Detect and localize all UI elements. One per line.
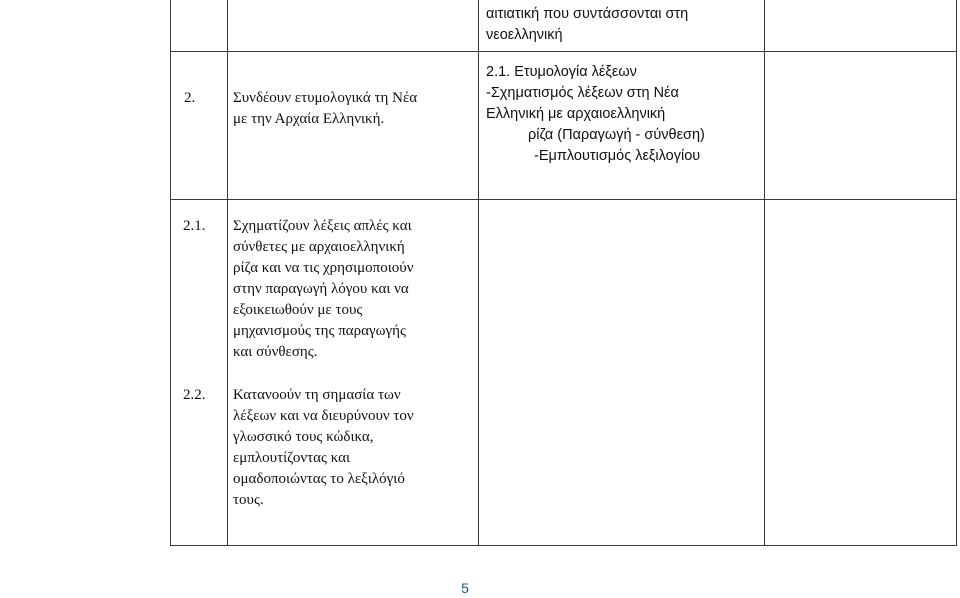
- table-column-divider-2: [478, 0, 479, 546]
- row2-content-cell: [486, 62, 705, 167]
- row3-subobjective-number: 2.2.: [183, 387, 206, 403]
- row2-content-line: Ελληνική με αρχαιοελληνική: [486, 106, 666, 122]
- subobjective-line: γλωσσικό τους κώδικα,: [233, 429, 374, 445]
- row1-content-line: αιτιατική που συντάσσονται στη: [486, 6, 689, 22]
- subobjective-line: Σχηματίζουν λέξεις απλές και: [233, 218, 412, 234]
- row2-objective-number: 2.: [184, 90, 196, 106]
- row2-content-heading: 2.1. Ετυμολογία λέξεων: [486, 64, 637, 80]
- table-right-border: [956, 0, 957, 546]
- subobjective-line: Κατανοούν τη σημασία των: [233, 387, 401, 403]
- subobjective-line: και σύνθεσης.: [233, 344, 318, 360]
- row2-objective-line: με την Αρχαία Ελληνική.: [233, 111, 385, 127]
- row1-content-line: νεοελληνική: [486, 27, 563, 43]
- row2-objective-line: Συνδέουν ετυμολογικά τη Νέα: [233, 90, 418, 106]
- subobjective-line: εμπλουτίζοντας και: [233, 450, 351, 466]
- subobjective-line: εξοικειωθούν με τους: [233, 302, 363, 318]
- subobjective-line: τους.: [233, 492, 264, 508]
- row1-content-cell: [486, 4, 688, 46]
- table-column-divider-1: [227, 0, 228, 546]
- row3-subobjective-text: [233, 385, 414, 511]
- subobjective-line: λέξεων και να διευρύνουν τον: [233, 408, 414, 424]
- row3-subobjective-text: [233, 216, 413, 363]
- page-number: 5: [461, 580, 469, 596]
- row2-content-line: -Εμπλουτισμός λεξιλογίου: [534, 148, 701, 164]
- table-row-divider-1: [170, 51, 957, 52]
- row2-objective-text: [233, 88, 417, 130]
- table-left-border: [170, 0, 171, 546]
- row3-subobjective-number: 2.1.: [183, 218, 206, 234]
- table-column-divider-3: [764, 0, 765, 546]
- subobjective-line: στην παραγωγή λόγου και να: [233, 281, 409, 297]
- table-bottom-border: [170, 545, 957, 546]
- subobjective-line: σύνθετες με αρχαιοελληνική: [233, 239, 405, 255]
- subobjective-line: μηχανισμούς της παραγωγής: [233, 323, 406, 339]
- row2-content-line: -Σχηματισμός λέξεων στη Νέα: [486, 85, 679, 101]
- table-row-divider-2: [170, 199, 957, 200]
- subobjective-line: ομαδοποιώντας το λεξιλόγιό: [233, 471, 405, 487]
- row2-content-line: ρίζα (Παραγωγή - σύνθεση): [528, 127, 705, 143]
- subobjective-line: ρίζα και να τις χρησιμοποιούν: [233, 260, 414, 276]
